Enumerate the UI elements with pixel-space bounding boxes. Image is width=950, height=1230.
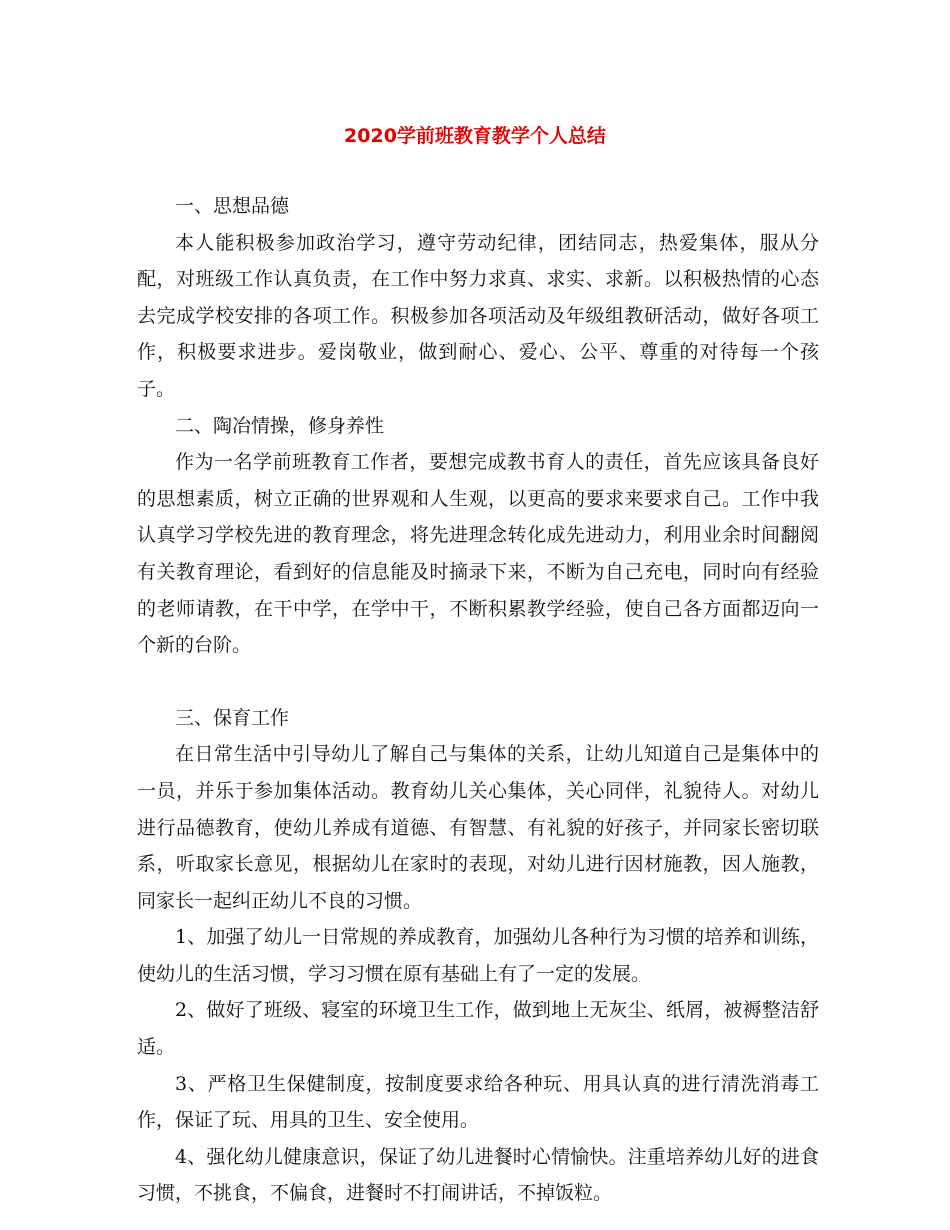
section-moral [137,188,819,408]
paragraph: 在日常生活中引导幼儿了解自己与集体的关系，让幼儿知道自己是集体中的一员，并乐于参加集体活动。教育幼儿关心集体，关心同伴，礼貌待人。对幼儿进行品德教育，使幼儿养成有道德、有智慧、有礼貌的好孩子，并同家长密切联系，听取家长意见，根据幼儿在家时的表现，对幼儿进行因材施教，因人施教，同家长一起纠正幼儿不良的习惯。 [137,743,819,912]
document-body [137,188,819,1212]
section-heading: 二、陶冶情操，修身养性 [175,414,385,437]
paragraph: 本人能积极参加政治学习，遵守劳动纪律，团结同志，热爱集体，服从分配，对班级工作认真负责，在工作中努力求真、求实、求新。以积极热情的心态去完成学校安排的各项工作。积极参加各项活动及年级组教研活动，做好各项工作，积极要求进步。爱岗敬业，做到耐心、爱心、公平、尊重的对待每一个孩子。 [137,231,819,400]
list-item-2: 2、做好了班级、寝室的环境卫生工作，做到地上无灰尘、纸屑，被褥整洁舒适。 [137,999,819,1059]
paragraph: 作为一名学前班教育工作者，要想完成教书育人的责任，首先应该具备良好的思想素质，树立正确的世界观和人生观，以更高的要求来要求自己。工作中我认真学习学校先进的教育理念，将先进理念转化成先进动力，利用业余时间翻阅有关教育理论，看到好的信息能及时摘录下来，不断为自己充电，同时向有经验的老师请教，在干中学，在学中干，不断积累教学经验，使自己各方面都迈向一个新的台阶。 [137,451,819,657]
section-heading: 三、保育工作 [175,706,290,729]
list-item-4: 4、强化幼儿健康意识，保证了幼儿进餐时心情愉快。注重培养幼儿好的进食习惯，不挑食，不偏食，进餐时不打闹讲话，不掉饭粒。 [137,1145,819,1205]
document-title: 2020学前班教育教学个人总结 [344,125,606,147]
list-item-3: 3、严格卫生保健制度，按制度要求给各种玩、用具认真的进行清洗消毒工作，保证了玩、用具的卫生、安全使用。 [137,1072,819,1132]
section-heading: 一、思想品德 [175,195,290,217]
section-cultivation [137,408,819,664]
blank-line [137,664,819,700]
list-item-1: 1、加强了幼儿一日常规的养成教育，加强幼儿各种行为习惯的培养和训练，使幼儿的生活习惯，学习习惯在原有基础上有了一定的发展。 [137,926,819,985]
section-childcare [137,700,819,1212]
